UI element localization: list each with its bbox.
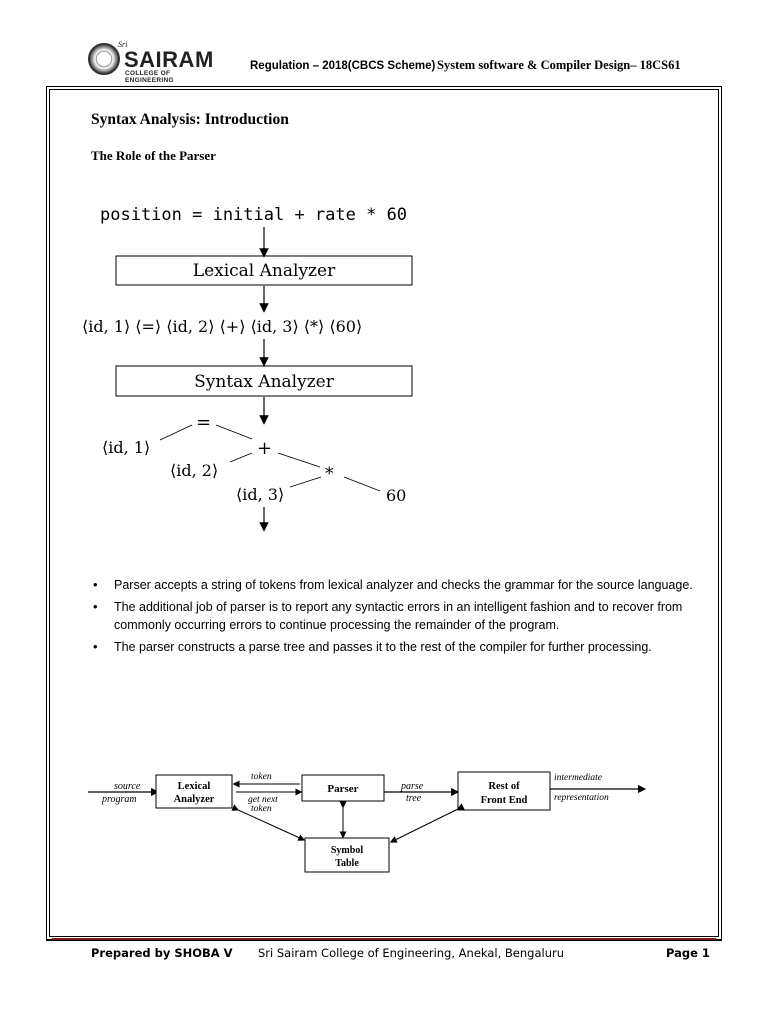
parse-tree-label-1: parse [401, 781, 424, 792]
get-next-label-2: token [251, 804, 272, 814]
logo-prefix: Sri [118, 40, 128, 49]
tree-node-star: * [325, 464, 334, 484]
rest-label-1: Rest of [488, 781, 520, 792]
lexical-analyzer-label: Lexical Analyzer [192, 261, 336, 281]
rest-label-2: Front End [480, 795, 528, 806]
tree-edge [216, 425, 252, 439]
college-logo [88, 40, 218, 84]
source-label-2: program [102, 794, 137, 805]
token-label: token [251, 772, 272, 782]
get-next-label-1: get next [248, 795, 278, 805]
section-subtitle: The Role of the Parser [91, 148, 216, 163]
tree-edge [230, 453, 252, 462]
footer-divider [46, 940, 722, 941]
tree-node-id2: ⟨id, 2⟩ [170, 461, 219, 480]
tree-node-id1: ⟨id, 1⟩ [102, 438, 151, 457]
token-stream: ⟨id, 1⟩ ⟨=⟩ ⟨id, 2⟩ ⟨+⟩ ⟨id, 3⟩ ⟨*⟩ ⟨60⟩ [82, 317, 363, 336]
intermediate-label-2: representation [554, 793, 609, 803]
list-item: • Parser accepts a string of tokens from lexical analyzer and checks the grammar for the source language. [92, 576, 702, 594]
tree-edge [344, 477, 380, 491]
syntax-analyzer-label: Syntax Analyzer [194, 372, 334, 392]
footer-prepared-by: Prepared by SHOBA V [91, 946, 233, 960]
parser-interaction-diagram [88, 765, 658, 875]
tree-node-60: 60 [386, 486, 407, 505]
tree-edge [278, 453, 320, 467]
source-label-1: source [114, 781, 141, 792]
college-seal-icon [88, 43, 120, 75]
logo-subtext: COLLEGE OF ENGINEERING [125, 70, 174, 84]
tree-edge [160, 425, 192, 440]
footer-page-number: Page 1 [666, 946, 710, 960]
lexical-label-1: Lexical [177, 781, 211, 792]
symbol-label-1: Symbol [330, 845, 364, 856]
lexical-label-2: Analyzer [173, 794, 215, 805]
tree-edge [290, 477, 321, 487]
tree-node-id3: ⟨id, 3⟩ [236, 485, 285, 504]
parser-label: Parser [327, 783, 359, 795]
tree-node-plus: + [257, 438, 273, 459]
section-title: Syntax Analysis: Introduction [91, 111, 289, 128]
logo-text: SAIRAM [124, 47, 214, 72]
footer-college: Sri Sairam College of Engineering, Anekal, Bengaluru [258, 946, 565, 960]
intermediate-label-1: intermediate [554, 773, 603, 783]
parse-tree-label-2: tree [406, 793, 422, 804]
course-title: System software & Compiler Design– 18CS61 [437, 58, 681, 72]
regulation-text: Regulation – 2018(CBCS Scheme) [250, 60, 436, 72]
symbol-label-2: Table [335, 858, 359, 869]
source-statement: position = initial + rate * 60 [100, 205, 408, 225]
tree-root-assign: = [196, 412, 212, 433]
list-item: • The additional job of parser is to report any syntactic errors in an intelligent fashion and to recover from commonly occurring errors to continue processing the remainder of the program. [92, 598, 702, 634]
bullet-list [92, 576, 702, 660]
parser-role-diagram [80, 195, 540, 535]
list-item: • The parser constructs a parse tree and passes it to the rest of the compiler for further processing. [92, 638, 702, 656]
rest-symbol-arrow [393, 808, 460, 841]
page-header [0, 0, 768, 85]
